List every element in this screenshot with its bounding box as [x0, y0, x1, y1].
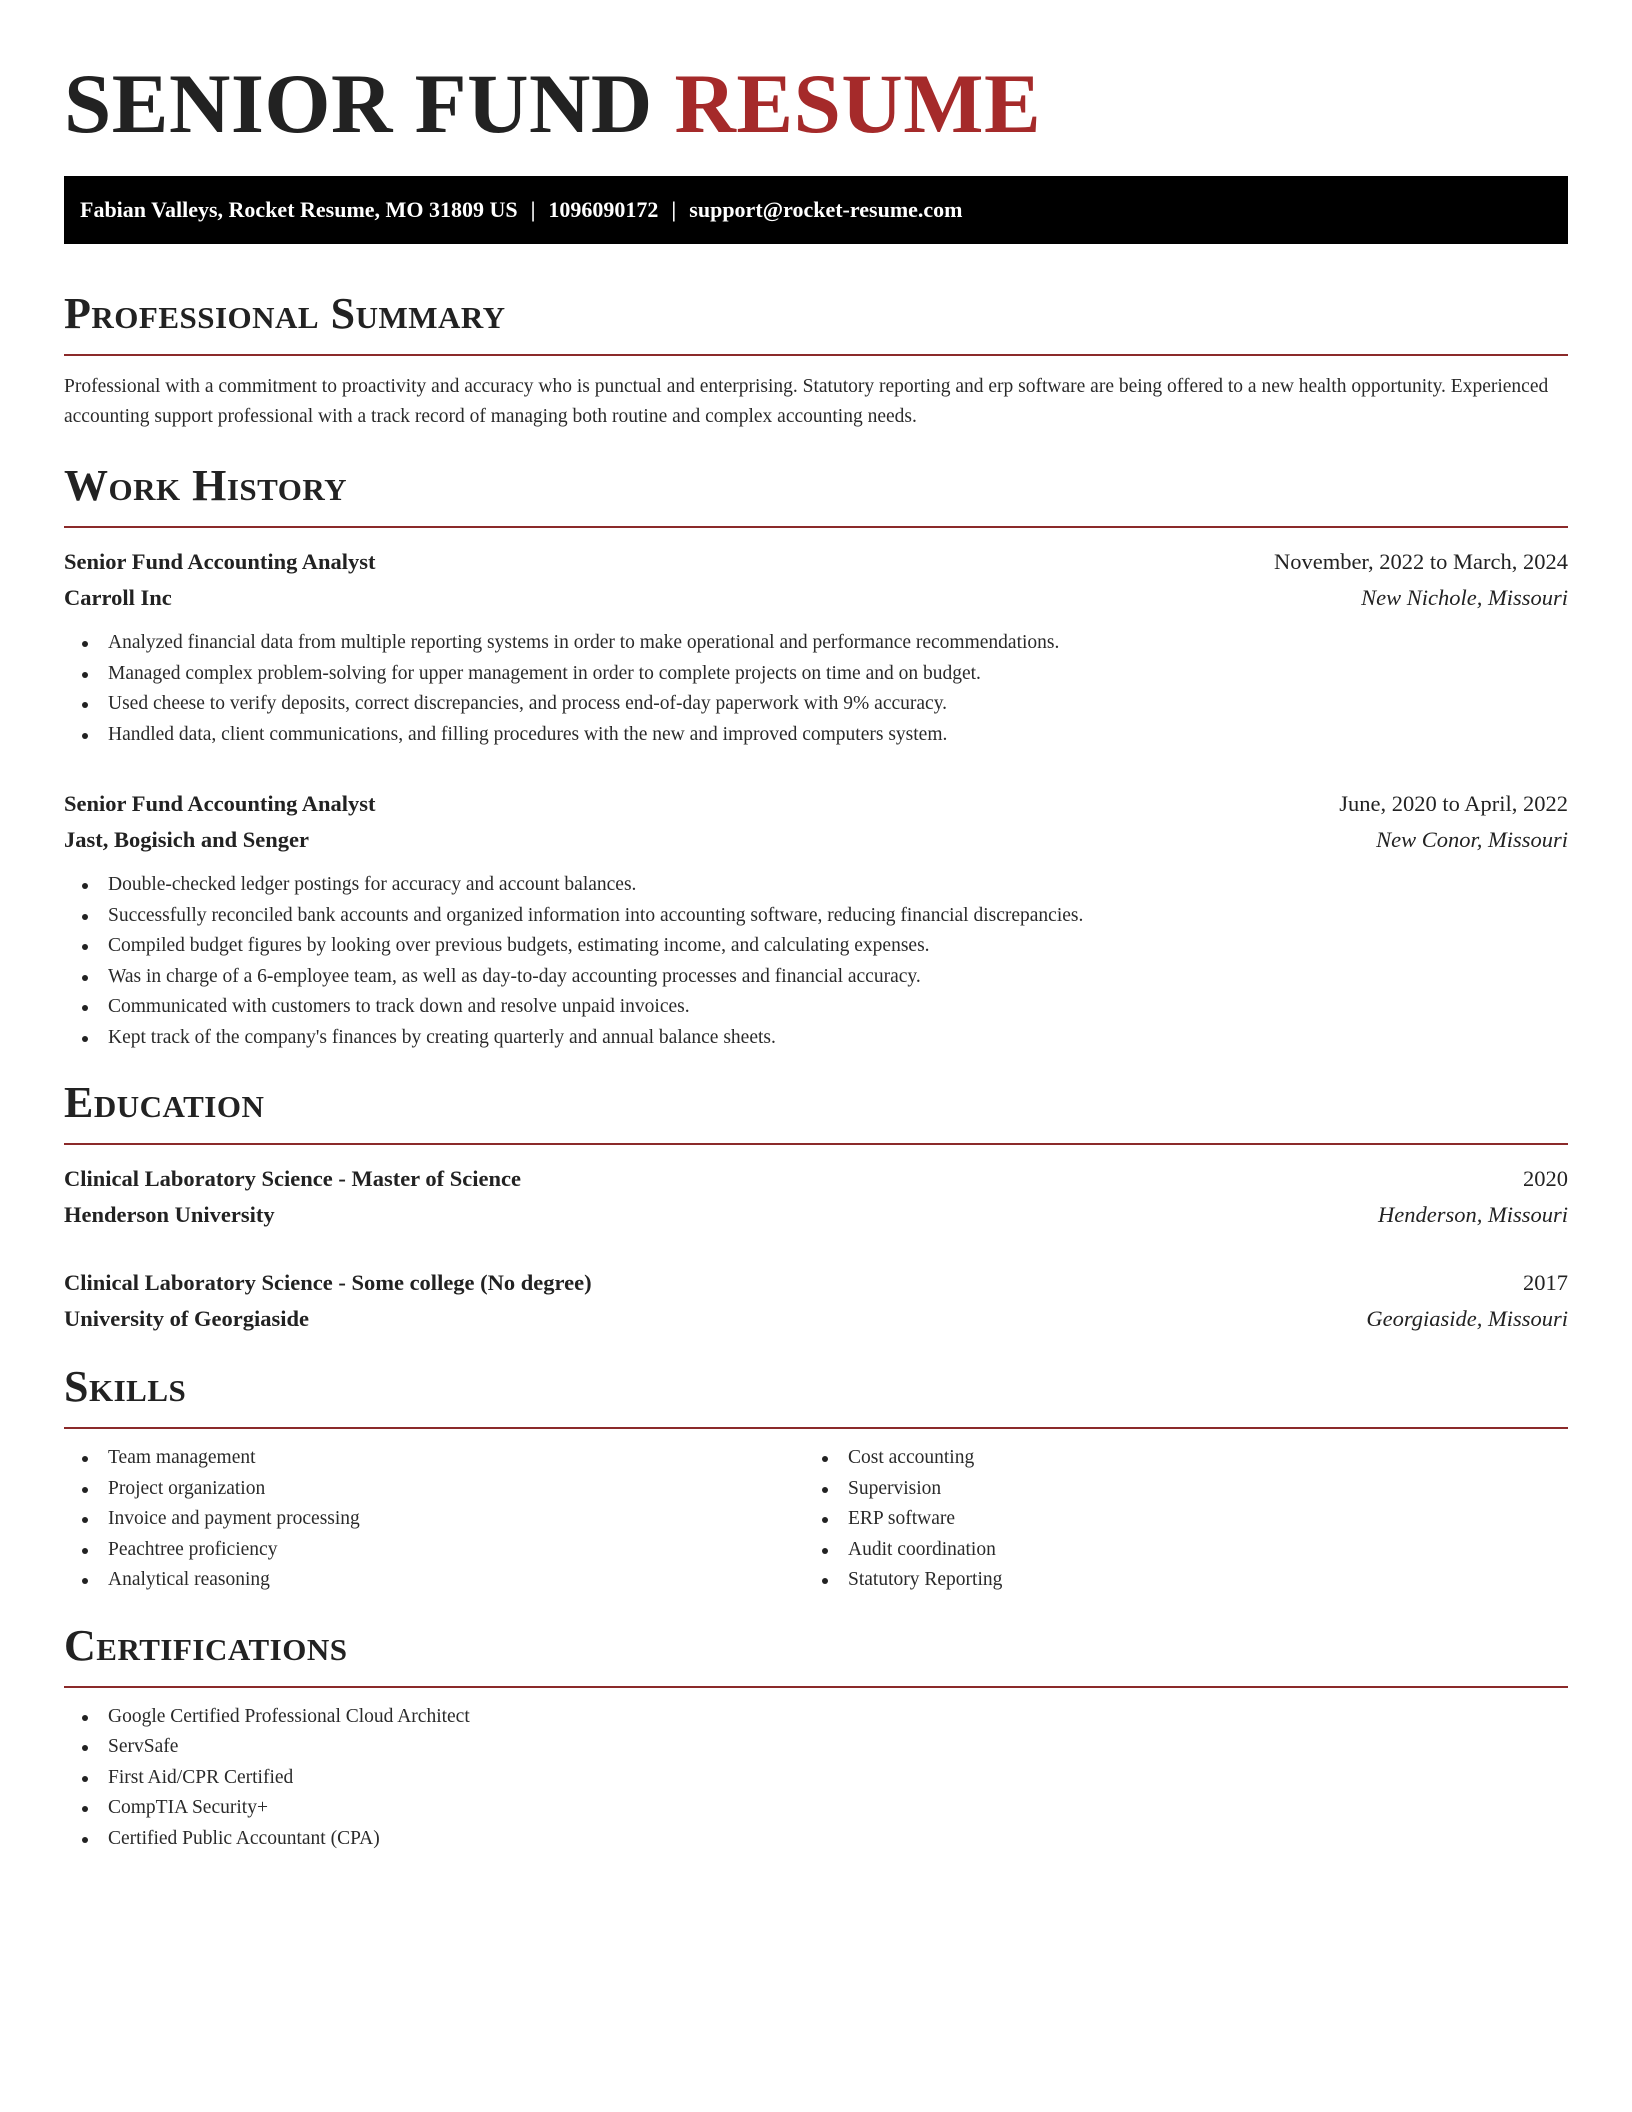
- job-bullet: Kept track of the company's finances by creating quarterly and annual balance sheets.: [64, 1023, 1568, 1054]
- job-bullet: Managed complex problem-solving for upper management in order to complete projects on time and on budget.: [64, 659, 1568, 690]
- skill-item: Cost accounting: [804, 1443, 1544, 1474]
- job-location: New Conor, Missouri: [1376, 827, 1568, 852]
- certification-item: CompTIA Security+: [64, 1793, 1568, 1824]
- education-header-row: [64, 1161, 1568, 1197]
- job-dates: November, 2022 to March, 2024: [1273, 549, 1568, 574]
- section-divider: [64, 354, 1568, 356]
- summary-text: Professional with a commitment to proactivity and accuracy who is punctual and enterprising. Statutory reporting and erp software are being offered to a new health opportunity. Experienced accounting support professional with a track record of managing both routine and complex accounting needs.: [64, 376, 1549, 427]
- education-entry: [64, 1265, 1568, 1337]
- certification-item: Google Certified Professional Cloud Architect: [64, 1702, 1568, 1733]
- contact-separator: |: [671, 197, 677, 222]
- job-entry: [64, 786, 1568, 1053]
- contact-separator: |: [530, 197, 536, 222]
- job-bullet: Was in charge of a 6-employee team, as well as day-to-day accounting processes and financial accuracy.: [64, 962, 1568, 993]
- education-year: 2017: [1523, 1270, 1568, 1295]
- job-company: Carroll Inc: [64, 585, 172, 610]
- job-entry: [64, 544, 1568, 750]
- education-year: 2020: [1523, 1166, 1568, 1191]
- section-heading-education: Education: [64, 1078, 265, 1127]
- skill-item: Peachtree proficiency: [64, 1535, 804, 1566]
- job-bullet: Handled data, client communications, and filling procedures with the new and improved computers system.: [64, 720, 1568, 751]
- certifications-list: [64, 1702, 1568, 1855]
- skills-section: [64, 1361, 1568, 1596]
- section-divider: [64, 526, 1568, 528]
- section-heading-certifications: Certifications: [64, 1620, 348, 1670]
- job-bullet-list: [64, 870, 1568, 1053]
- skill-item: ERP software: [804, 1504, 1544, 1535]
- section-heading-summary: Professional Summary: [64, 289, 506, 338]
- certification-item: ServSafe: [64, 1732, 1568, 1763]
- education-school: University of Georgiaside: [64, 1306, 309, 1331]
- contact-email: support@rocket-resume.com: [689, 197, 963, 222]
- job-company-row: [64, 822, 1568, 858]
- education-header-row: [64, 1265, 1568, 1301]
- job-bullet: Compiled budget figures by looking over previous budgets, estimating income, and calculating expenses.: [64, 931, 1568, 962]
- education-school-row: [64, 1301, 1568, 1337]
- skills-list-left: [64, 1443, 804, 1596]
- job-header-row: [64, 786, 1568, 822]
- certification-item: Certified Public Accountant (CPA): [64, 1824, 1568, 1855]
- skill-item: Analytical reasoning: [64, 1565, 804, 1596]
- skills-grid: [64, 1443, 1568, 1596]
- job-bullet-list: [64, 628, 1568, 750]
- skill-item: Invoice and payment processing: [64, 1504, 804, 1535]
- skill-item: Team management: [64, 1443, 804, 1474]
- education-entry: [64, 1161, 1568, 1233]
- contact-bar: [64, 176, 1568, 244]
- section-divider: [64, 1427, 1568, 1429]
- certifications-section: [64, 1620, 1568, 1855]
- work-history-section: [64, 460, 1568, 1053]
- education-degree: Clinical Laboratory Science - Master of Science: [64, 1166, 521, 1191]
- education-location: Henderson, Missouri: [1378, 1202, 1568, 1227]
- contact-address: Fabian Valleys, Rocket Resume, MO 31809 US: [80, 197, 518, 222]
- job-company: Jast, Bogisich and Senger: [64, 827, 310, 852]
- certification-item: First Aid/CPR Certified: [64, 1763, 1568, 1794]
- section-divider: [64, 1143, 1568, 1145]
- job-company-row: [64, 580, 1568, 616]
- education-school-row: [64, 1197, 1568, 1233]
- skill-item: Supervision: [804, 1474, 1544, 1505]
- job-bullet: Analyzed financial data from multiple reporting systems in order to make operational and performance recommendations.: [64, 628, 1568, 659]
- job-header-row: [64, 544, 1568, 580]
- job-location: New Nichole, Missouri: [1361, 585, 1568, 610]
- contact-phone: 1096090172: [548, 197, 659, 222]
- education-degree: Clinical Laboratory Science - Some college (No degree): [64, 1270, 592, 1295]
- education-section: [64, 1077, 1568, 1337]
- title-main: SENIOR FUND: [64, 57, 653, 151]
- skill-item: Statutory Reporting: [804, 1565, 1544, 1596]
- job-bullet: Used cheese to verify deposits, correct discrepancies, and process end-of-day paperwork with 9% accuracy.: [64, 689, 1568, 720]
- skill-item: Audit coordination: [804, 1535, 1544, 1566]
- education-school: Henderson University: [64, 1202, 275, 1227]
- job-bullet: Double-checked ledger postings for accuracy and account balances.: [64, 870, 1568, 901]
- section-heading-work-history: Work History: [64, 461, 348, 510]
- skills-list-right: [804, 1443, 1544, 1596]
- job-bullet: Communicated with customers to track down and resolve unpaid invoices.: [64, 992, 1568, 1023]
- job-bullet: Successfully reconciled bank accounts and organized information into accounting software, reducing financial discrepancies.: [64, 901, 1568, 932]
- job-title: Senior Fund Accounting Analyst: [64, 791, 376, 816]
- section-divider: [64, 1686, 1568, 1688]
- summary-section: [64, 288, 1568, 432]
- title-accent: RESUME: [674, 57, 1042, 151]
- skill-item: Project organization: [64, 1474, 804, 1505]
- job-title: Senior Fund Accounting Analyst: [64, 549, 376, 574]
- resume-title: [64, 54, 1568, 154]
- job-dates: June, 2020 to April, 2022: [1339, 791, 1568, 816]
- education-location: Georgiaside, Missouri: [1366, 1306, 1568, 1331]
- section-heading-skills: Skills: [64, 1362, 187, 1411]
